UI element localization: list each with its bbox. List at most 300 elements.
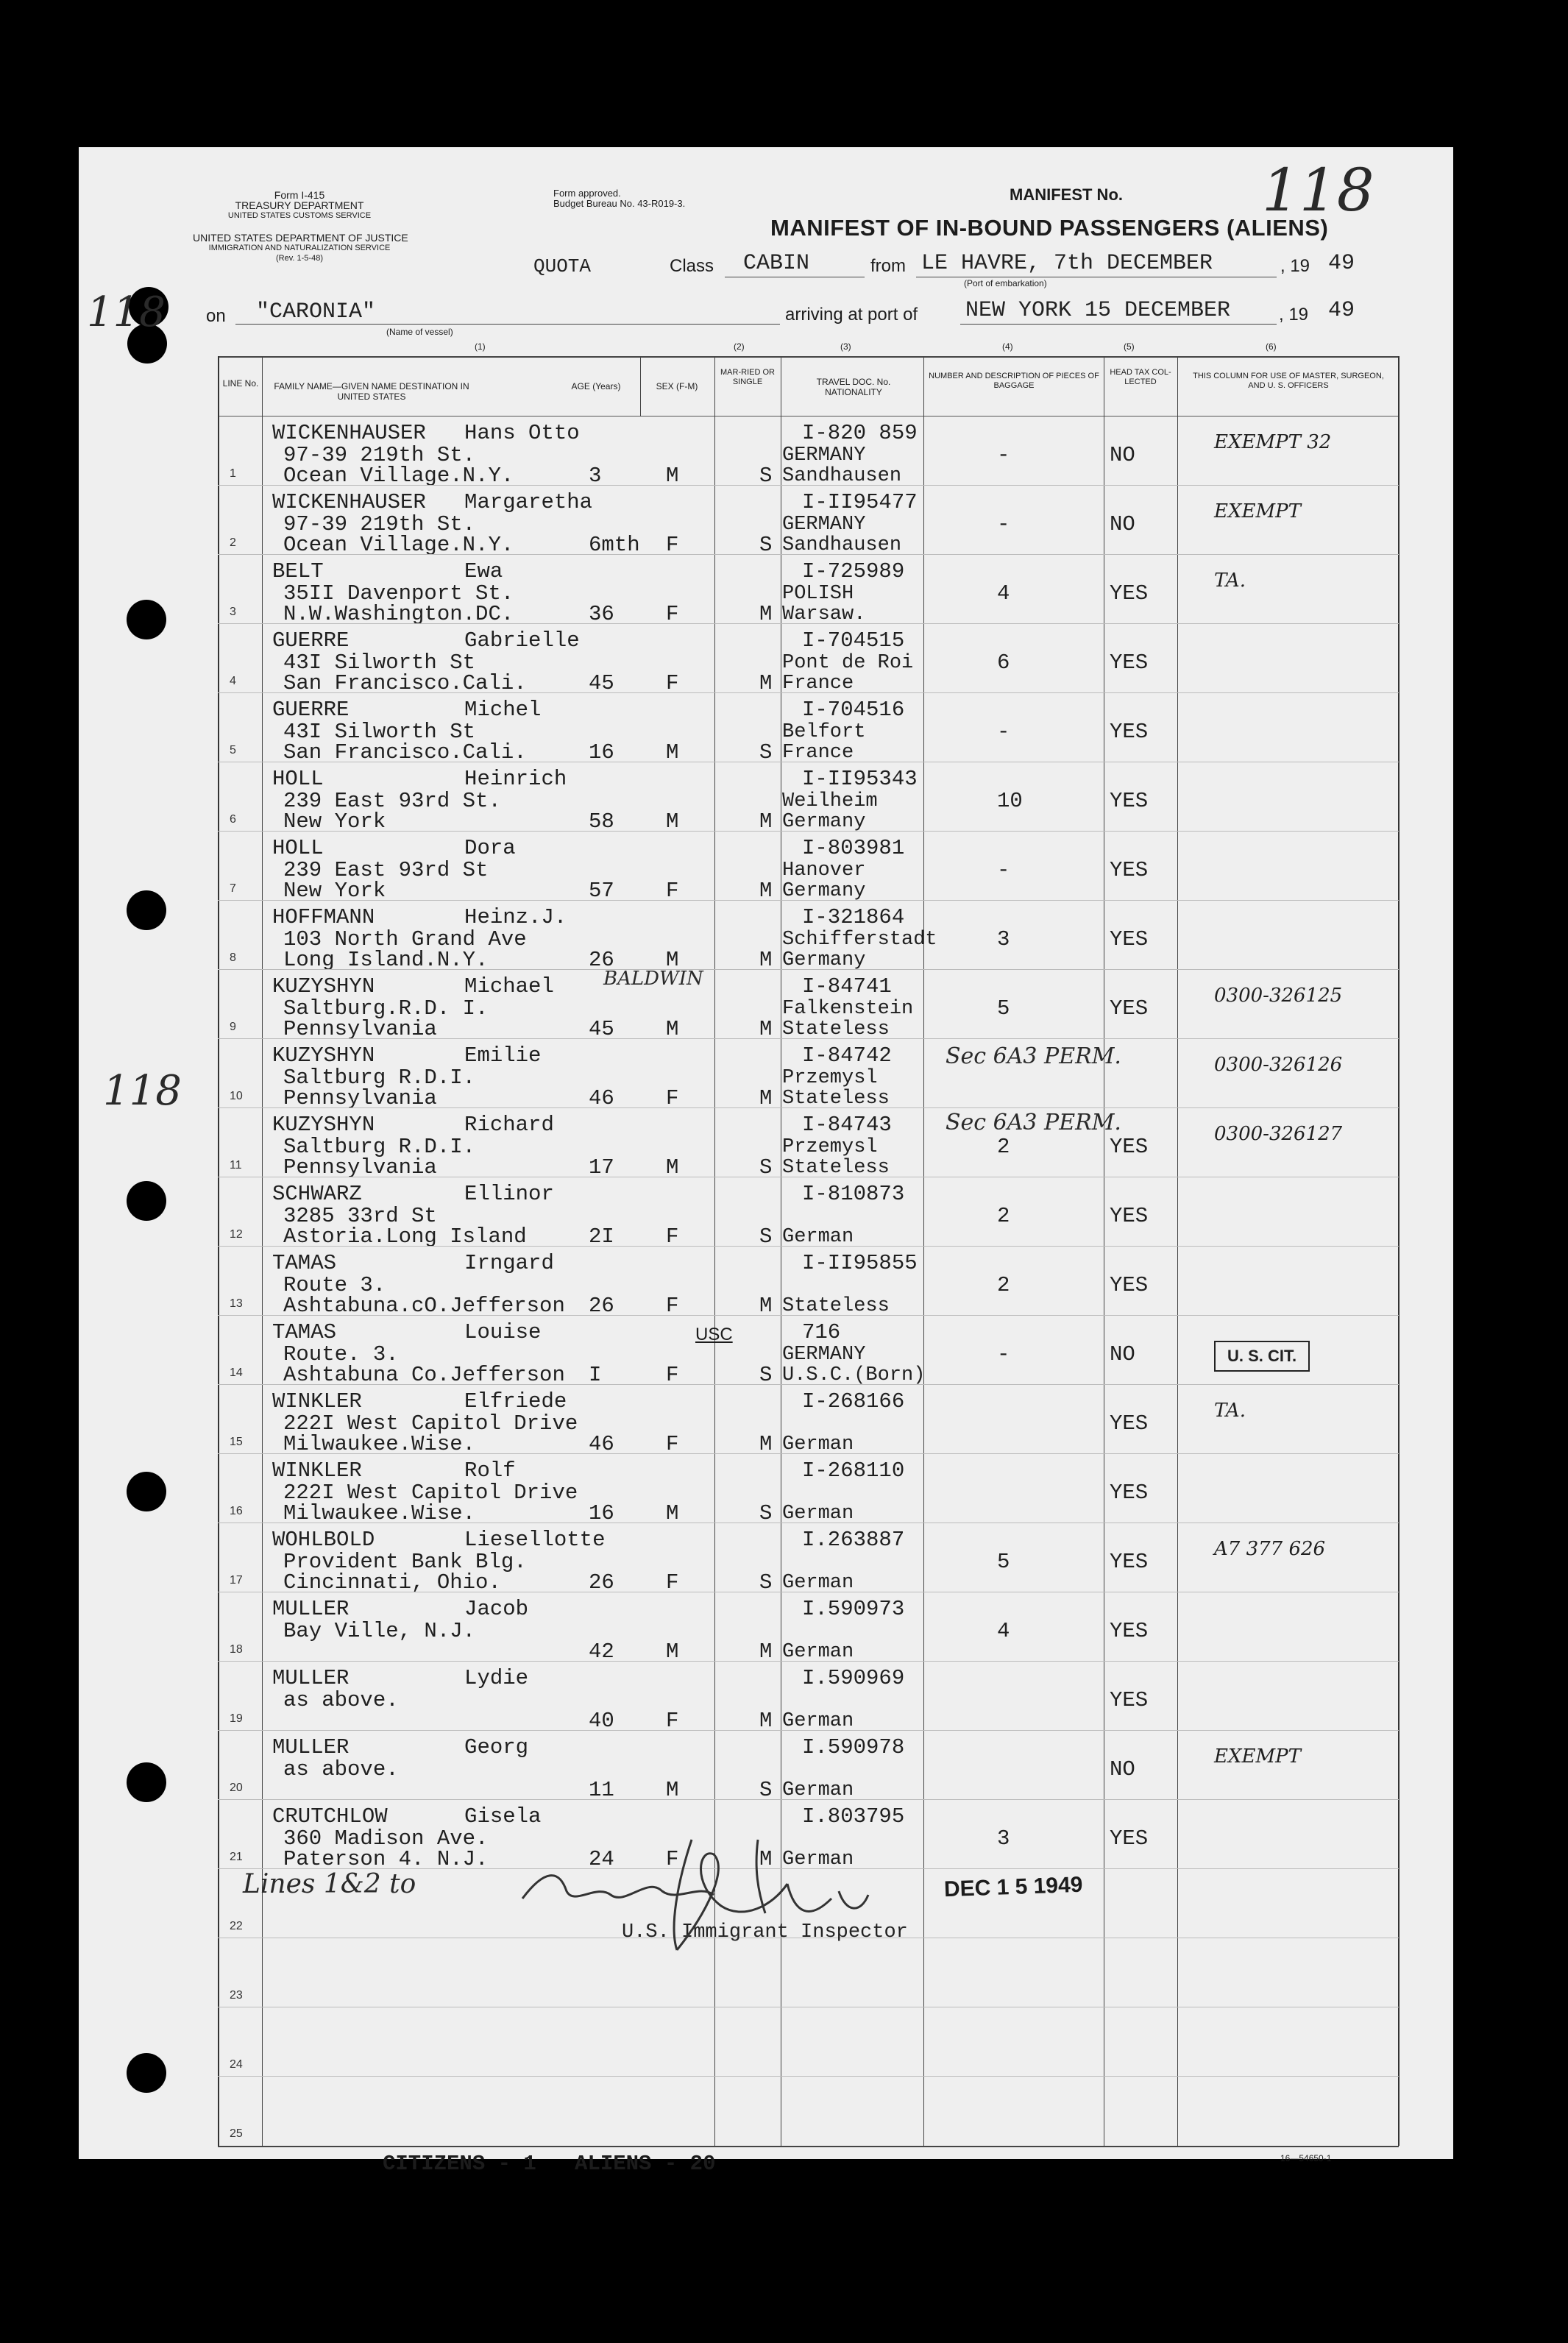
col-header-officers: THIS COLUMN FOR USE OF MASTER, SURGEON, AND U. S. OFFICERS — [1193, 372, 1384, 390]
marital-status-cell: M — [759, 1709, 773, 1733]
address-line-1: 97-39 219th St. — [283, 512, 476, 536]
marital-status-cell: S — [759, 1363, 773, 1387]
age-cell: 16 — [589, 740, 614, 765]
line-number: 4 — [230, 675, 236, 687]
travel-doc-number: I.263887 — [802, 1528, 905, 1552]
address-line-2: Ocean Village.N.Y. — [283, 533, 514, 557]
line-number: 7 — [230, 882, 236, 895]
year-label-2: , 19 — [1279, 305, 1309, 325]
baggage-cell: 5 — [997, 996, 1010, 1021]
line-number: 1 — [230, 467, 236, 480]
age-cell: 11 — [589, 1778, 614, 1802]
marital-status-cell: M — [759, 1086, 773, 1110]
us-citizen-stamp: U. S. CIT. — [1214, 1341, 1310, 1372]
passenger-name: TAMAS Louise — [272, 1320, 542, 1344]
address-line-1: 3285 33rd St — [283, 1204, 437, 1228]
line-number: 15 — [230, 1436, 243, 1448]
row-divider — [218, 1730, 1399, 1731]
address-line-2: Long Island.N.Y. — [283, 948, 489, 972]
sex-cell: M — [666, 1155, 679, 1180]
row-divider — [218, 900, 1399, 901]
passenger-name: HOLL Heinrich — [272, 767, 567, 791]
col-header-name: FAMILY NAME—GIVEN NAME DESTINATION IN UNITED STATES — [274, 381, 469, 402]
row-divider — [218, 1038, 1399, 1039]
col-header-married: MAR-RIED OR SINGLE — [720, 368, 775, 386]
travel-doc-place: Weilheim — [782, 790, 878, 812]
passenger-name: GUERRE Gabrielle — [272, 628, 580, 653]
address-line-2: New York — [283, 809, 386, 834]
address-line-2: San Francisco.Cali. — [283, 740, 527, 765]
baggage-cell: 2 — [997, 1273, 1010, 1297]
travel-doc-number: I-725989 — [802, 559, 905, 584]
age-cell: I — [589, 1363, 602, 1387]
travel-doc-place: Przemysl — [782, 1136, 878, 1158]
age-cell: 26 — [589, 1294, 614, 1318]
col-header-head-tax: HEAD TAX COL-LECTED — [1110, 368, 1171, 386]
age-cell: 46 — [589, 1086, 614, 1110]
travel-doc-number: I.590978 — [802, 1735, 905, 1759]
sex-cell: F — [666, 602, 679, 626]
travel-doc-number: I.590969 — [802, 1666, 905, 1690]
passenger-name: TAMAS Irngard — [272, 1251, 554, 1275]
row-divider — [218, 1384, 1399, 1385]
address-line-2: Milwaukee.Wise. — [283, 1432, 476, 1456]
balance-signature — [515, 1854, 721, 1913]
head-tax-cell: YES — [1110, 1411, 1149, 1436]
row-divider — [218, 1315, 1399, 1316]
passenger-name: SCHWARZ Ellinor — [272, 1182, 554, 1206]
travel-doc-number: I-820 859 — [802, 421, 918, 445]
col-header-baggage: NUMBER AND DESCRIPTION OF PIECES OF BAGGAGE — [929, 372, 1099, 390]
marital-status-cell: S — [759, 1155, 773, 1180]
line-number: 2 — [230, 536, 236, 549]
head-tax-cell: NO — [1110, 443, 1135, 467]
head-tax-cell: YES — [1110, 1550, 1149, 1574]
marital-status-cell: M — [759, 671, 773, 695]
arriving-value: NEW YORK 15 DECEMBER — [965, 298, 1231, 323]
baggage-cell: - — [997, 720, 1010, 744]
travel-doc-number: I.803795 — [802, 1804, 905, 1829]
travel-doc-place: GERMANY — [782, 1344, 866, 1366]
sex-cell: F — [666, 1709, 679, 1733]
marital-status-cell: S — [759, 1778, 773, 1802]
sex-cell: M — [666, 809, 679, 834]
nationality-cell: Stateless — [782, 1088, 890, 1110]
line-number: 23 — [230, 1989, 243, 2002]
line-number: 9 — [230, 1021, 236, 1033]
line-number: 13 — [230, 1297, 243, 1310]
vessel-name: "CARONIA" — [256, 299, 376, 325]
line-number: 14 — [230, 1367, 243, 1379]
address-line-2: San Francisco.Cali. — [283, 671, 527, 695]
passenger-name: MULLER Lydie — [272, 1666, 529, 1690]
nationality-cell: German — [782, 1779, 854, 1801]
col-num-3: (3) — [840, 341, 851, 352]
sec-perm-annotation-2: Sec 6A3 PERM. — [946, 1110, 1121, 1135]
marital-status-cell: M — [759, 602, 773, 626]
marital-status-cell: M — [759, 1432, 773, 1456]
head-tax-cell: YES — [1110, 1273, 1149, 1297]
address-line-1: 360 Madison Ave. — [283, 1826, 489, 1851]
row-divider — [218, 623, 1399, 624]
travel-doc-place: Hanover — [782, 859, 866, 882]
baggage-cell: 5 — [997, 1550, 1010, 1574]
passenger-name: WOHLBOLD Liesellotte — [272, 1528, 606, 1552]
address-line-2: Paterson 4. N.J. — [283, 1847, 489, 1871]
marital-status-cell: M — [759, 809, 773, 834]
sex-cell: F — [666, 1570, 679, 1595]
line-number: 21 — [230, 1851, 243, 1863]
sex-cell: F — [666, 1294, 679, 1318]
address-line-1: 239 East 93rd St. — [283, 789, 501, 813]
travel-doc-place: Belfort — [782, 721, 866, 743]
officer-note: 0300-326127 — [1214, 1123, 1343, 1145]
travel-doc-number: I-704515 — [802, 628, 905, 653]
marital-status-cell: M — [759, 948, 773, 972]
justice-label: UNITED STATES DEPARTMENT OF JUSTICE — [193, 232, 408, 244]
line-number: 3 — [230, 606, 236, 618]
col-num-6: (6) — [1266, 341, 1277, 352]
baldwin-annotation: BALDWIN — [603, 968, 703, 990]
address-line-1: as above. — [283, 1757, 399, 1782]
nationality-cell: Germany — [782, 949, 866, 971]
age-cell: 17 — [589, 1155, 614, 1180]
class-value: CABIN — [743, 251, 810, 276]
officer-note: 0300-326125 — [1214, 985, 1343, 1007]
travel-doc-number: I-321864 — [802, 905, 905, 929]
travel-doc-place: GERMANY — [782, 514, 866, 536]
baggage-cell: - — [997, 1342, 1010, 1367]
ins-label: IMMIGRATION AND NATURALIZATION SERVICE — [208, 244, 391, 252]
address-line-1: Route 3. — [283, 1273, 386, 1297]
head-tax-cell: YES — [1110, 1204, 1149, 1228]
address-line-1: 222I West Capitol Drive — [283, 1481, 578, 1505]
budget-label: Budget Bureau No. 43-R019-3. — [553, 198, 686, 209]
row-divider — [218, 554, 1399, 555]
travel-doc-number: 716 — [802, 1320, 841, 1344]
age-cell: 3 — [589, 464, 602, 488]
travel-doc-place: POLISH — [782, 583, 854, 605]
head-tax-cell: YES — [1110, 1826, 1149, 1851]
sex-cell: M — [666, 1778, 679, 1802]
row-divider — [218, 969, 1399, 970]
travel-doc-number: I-810873 — [802, 1182, 905, 1206]
address-line-1: 43I Silworth St — [283, 651, 476, 675]
line-number: 10 — [230, 1090, 243, 1102]
marital-status-cell: M — [759, 1294, 773, 1318]
officer-note: EXEMPT 32 — [1214, 431, 1332, 453]
arriving-label: arriving at port of — [785, 305, 918, 325]
address-line-1: 222I West Capitol Drive — [283, 1411, 578, 1436]
rev-label: (Rev. 1-5-48) — [276, 254, 323, 263]
col-header-line-no: LINE No. — [222, 378, 259, 389]
form-approved: Form approved. — [553, 188, 621, 199]
nationality-cell: France — [782, 742, 854, 764]
address-line-1: 35II Davenport St. — [283, 581, 514, 606]
travel-doc-number: I-268110 — [802, 1458, 905, 1483]
sex-cell: F — [666, 1847, 679, 1871]
passenger-name: WICKENHAUSER Margaretha — [272, 490, 593, 514]
year-label: , 19 — [1280, 256, 1310, 276]
baggage-cell: - — [997, 858, 1010, 882]
address-line-1: 239 East 93rd St — [283, 858, 489, 882]
margin-number-top: 118 — [87, 288, 166, 336]
line-number: 5 — [230, 744, 236, 756]
line-number: 20 — [230, 1782, 243, 1794]
address-line-2: Astoria.Long Island — [283, 1224, 527, 1249]
nationality-cell: German — [782, 1848, 854, 1871]
baggage-cell: - — [997, 512, 1010, 536]
officer-note: TA. — [1214, 1400, 1246, 1422]
head-tax-cell: YES — [1110, 996, 1149, 1021]
manifest-no-value: 118 — [1262, 156, 1374, 224]
address-line-2: Pennsylvania — [283, 1086, 437, 1110]
sex-cell: M — [666, 740, 679, 765]
sex-cell: F — [666, 879, 679, 903]
age-cell: 42 — [589, 1640, 614, 1664]
on-label: on — [206, 306, 226, 326]
passenger-name: KUZYSHYN Michael — [272, 974, 554, 999]
line-number: 25 — [230, 2127, 243, 2140]
baggage-cell: 10 — [997, 789, 1023, 813]
nationality-cell: France — [782, 673, 854, 695]
sex-cell: F — [666, 1224, 679, 1249]
col-num-5: (5) — [1124, 341, 1135, 352]
age-cell: 45 — [589, 671, 614, 695]
nationality-cell: German — [782, 1433, 854, 1456]
line-number: 17 — [230, 1574, 243, 1587]
passenger-name: WINKLER Elfriede — [272, 1389, 567, 1414]
row-divider — [218, 1799, 1399, 1800]
head-tax-cell: YES — [1110, 1481, 1149, 1505]
nationality-cell: Germany — [782, 811, 866, 833]
head-tax-cell: NO — [1110, 1342, 1135, 1367]
age-cell: 57 — [589, 879, 614, 903]
officer-note: EXEMPT — [1214, 1745, 1301, 1768]
address-line-2: Ocean Village.N.Y. — [283, 464, 514, 488]
punch-hole — [127, 890, 166, 930]
officer-note: A7 377 626 — [1214, 1538, 1326, 1560]
address-line-2: Ashtabuna.cO.Jefferson — [283, 1294, 565, 1318]
margin-number-left: 118 — [103, 1067, 182, 1115]
address-line-2: Pennsylvania — [283, 1155, 437, 1180]
sex-cell: M — [666, 948, 679, 972]
sex-cell: M — [666, 1501, 679, 1525]
age-cell: 24 — [589, 1847, 614, 1871]
address-line-2: Pennsylvania — [283, 1017, 437, 1041]
address-line-1: Saltburg R.D.I. — [283, 1135, 476, 1159]
baggage-cell: 4 — [997, 581, 1010, 606]
nationality-cell: Germany — [782, 880, 866, 902]
punch-hole — [127, 1472, 166, 1511]
age-cell: 46 — [589, 1432, 614, 1456]
travel-doc-number: I.590973 — [802, 1597, 905, 1621]
punch-hole — [127, 600, 166, 639]
baggage-cell: 2 — [997, 1204, 1010, 1228]
age-cell: 36 — [589, 602, 614, 626]
date-stamp: DEC 1 5 1949 — [943, 1872, 1083, 1902]
baggage-cell: 2 — [997, 1135, 1010, 1159]
head-tax-cell: YES — [1110, 581, 1149, 606]
passenger-name: HOLL Dora — [272, 836, 516, 860]
document-title: MANIFEST OF IN-BOUND PASSENGERS (ALIENS) — [770, 215, 1329, 241]
address-line-1: 103 North Grand Ave — [283, 927, 527, 951]
year-value-1: 49 — [1328, 251, 1355, 276]
row-divider — [218, 485, 1399, 486]
line-number: 18 — [230, 1643, 243, 1656]
row-divider — [218, 1661, 1399, 1662]
head-tax-cell: NO — [1110, 512, 1135, 536]
col-num-1: (1) — [475, 341, 486, 352]
line-number: 22 — [230, 1920, 243, 1932]
nationality-cell: German — [782, 1226, 854, 1248]
line-number: 11 — [230, 1159, 242, 1172]
col-num-4: (4) — [1002, 341, 1013, 352]
passenger-name: HOFFMANN Heinz.J. — [272, 905, 567, 929]
travel-doc-number: I-803981 — [802, 836, 905, 860]
travel-doc-number: I-II95477 — [802, 490, 918, 514]
nationality-cell: German — [782, 1572, 854, 1594]
marital-status-cell: M — [759, 1847, 773, 1871]
nationality-cell: Sandhausen — [782, 465, 902, 487]
officer-note: 0300-326126 — [1214, 1054, 1343, 1076]
age-cell: 45 — [589, 1017, 614, 1041]
baggage-cell: 3 — [997, 1826, 1010, 1851]
nationality-cell: Warsaw. — [782, 603, 866, 625]
age-cell: 2I — [589, 1224, 614, 1249]
line-number: 19 — [230, 1712, 243, 1725]
marital-status-cell: S — [759, 1570, 773, 1595]
head-tax-cell: YES — [1110, 720, 1149, 744]
passenger-name: CRUTCHLOW Gisela — [272, 1804, 542, 1829]
travel-doc-number: I-84743 — [802, 1113, 892, 1137]
usc-annotation: USC — [695, 1325, 733, 1344]
age-cell: 16 — [589, 1501, 614, 1525]
sex-cell: F — [666, 1363, 679, 1387]
row-divider — [218, 692, 1399, 693]
sex-cell: F — [666, 1432, 679, 1456]
department-label: TREASURY DEPARTMENT — [235, 199, 364, 211]
form-number: Form I-415 — [274, 189, 325, 201]
nationality-cell: German — [782, 1503, 854, 1525]
class-label: Class — [670, 256, 714, 276]
head-tax-cell: YES — [1110, 1688, 1149, 1712]
address-line-2: Ashtabuna Co.Jefferson — [283, 1363, 565, 1387]
row-divider — [218, 831, 1399, 832]
nationality-cell: Stateless — [782, 1295, 890, 1317]
travel-doc-place: GERMANY — [782, 444, 866, 467]
head-tax-cell: YES — [1110, 927, 1149, 951]
travel-doc-number: I-84741 — [802, 974, 892, 999]
passenger-name: KUZYSHYN Richard — [272, 1113, 554, 1137]
nationality-cell: Stateless — [782, 1018, 890, 1041]
travel-doc-number: I-84742 — [802, 1043, 892, 1068]
nationality-cell: U.S.C.(Born) — [782, 1364, 926, 1386]
baggage-cell: 4 — [997, 1619, 1010, 1643]
marital-status-cell: S — [759, 533, 773, 557]
sex-cell: M — [666, 464, 679, 488]
punch-hole — [127, 1762, 166, 1802]
age-cell: 26 — [589, 1570, 614, 1595]
passenger-name: WICKENHAUSER Hans Otto — [272, 421, 580, 445]
row-divider — [218, 1453, 1399, 1454]
travel-doc-place: Przemysl — [782, 1067, 878, 1089]
address-line-2: Milwaukee.Wise. — [283, 1501, 476, 1525]
head-tax-cell: YES — [1110, 651, 1149, 675]
sex-cell: F — [666, 1086, 679, 1110]
passenger-name: MULLER Georg — [272, 1735, 529, 1759]
marital-status-cell: S — [759, 740, 773, 765]
customs-label: UNITED STATES CUSTOMS SERVICE — [227, 211, 372, 220]
nationality-cell: German — [782, 1641, 854, 1663]
passenger-name: WINKLER Rolf — [272, 1458, 516, 1483]
travel-doc-number: I-268166 — [802, 1389, 905, 1414]
punch-hole — [127, 1181, 166, 1221]
form-code: 16—54650-1 — [1280, 2153, 1332, 2163]
row-divider — [218, 1107, 1399, 1108]
line-number: 24 — [230, 2058, 243, 2071]
row-divider — [218, 2076, 1399, 2077]
totals-summary: CITIZENS - 1 ALIENS - 20 — [383, 2152, 716, 2176]
sex-cell: F — [666, 671, 679, 695]
address-line-2: New York — [283, 879, 386, 903]
from-value: LE HAVRE, 7th DECEMBER — [921, 251, 1213, 276]
passenger-name: MULLER Jacob — [272, 1597, 529, 1621]
officer-note: EXEMPT — [1214, 500, 1301, 522]
baggage-cell: 3 — [997, 927, 1010, 951]
marital-status-cell: M — [759, 879, 773, 903]
nationality-cell: Sandhausen — [782, 534, 902, 556]
baggage-cell: 6 — [997, 651, 1010, 675]
passenger-name: KUZYSHYN Emilie — [272, 1043, 542, 1068]
address-line-1: Route. 3. — [283, 1342, 399, 1367]
age-cell: 6mth — [589, 533, 640, 557]
marital-status-cell: S — [759, 1224, 773, 1249]
address-line-1: Saltburg R.D.I. — [283, 1066, 476, 1090]
inspector-label: U.S. Immigrant Inspector — [622, 1921, 908, 1943]
line-number: 16 — [230, 1505, 243, 1517]
col-header-travel-doc: TRAVEL DOC. No. NATIONALITY — [816, 377, 891, 397]
row-divider — [218, 1246, 1399, 1247]
travel-doc-place: Falkenstein — [782, 998, 914, 1020]
col-num-2: (2) — [734, 341, 745, 352]
col-header-age: AGE (Years) — [571, 381, 621, 391]
age-cell: 58 — [589, 809, 614, 834]
head-tax-cell: NO — [1110, 1757, 1135, 1782]
baggage-cell: - — [997, 443, 1010, 467]
year-value-2: 49 — [1328, 298, 1355, 323]
address-line-1: Provident Bank Blg. — [283, 1550, 527, 1574]
sex-cell: M — [666, 1017, 679, 1041]
head-tax-cell: YES — [1110, 789, 1149, 813]
marital-status-cell: M — [759, 1017, 773, 1041]
port-note: (Port of embarkation) — [964, 278, 1047, 288]
line-number: 8 — [230, 951, 236, 964]
head-tax-cell: YES — [1110, 1619, 1149, 1643]
passenger-name: GUERRE Michel — [272, 698, 542, 722]
head-tax-cell: YES — [1110, 858, 1149, 882]
address-line-2: Cincinnati, Ohio. — [283, 1570, 501, 1595]
address-line-1: as above. — [283, 1688, 399, 1712]
address-line-2: N.W.Washington.DC. — [283, 602, 514, 626]
travel-doc-number: I-II95855 — [802, 1251, 918, 1275]
age-cell: 40 — [589, 1709, 614, 1733]
marital-status-cell: S — [759, 464, 773, 488]
vessel-note: (Name of vessel) — [386, 327, 453, 337]
travel-doc-place: Schifferstadt — [782, 929, 937, 951]
nationality-cell: German — [782, 1710, 854, 1732]
sec-perm-annotation-1: Sec 6A3 PERM. — [946, 1043, 1121, 1069]
